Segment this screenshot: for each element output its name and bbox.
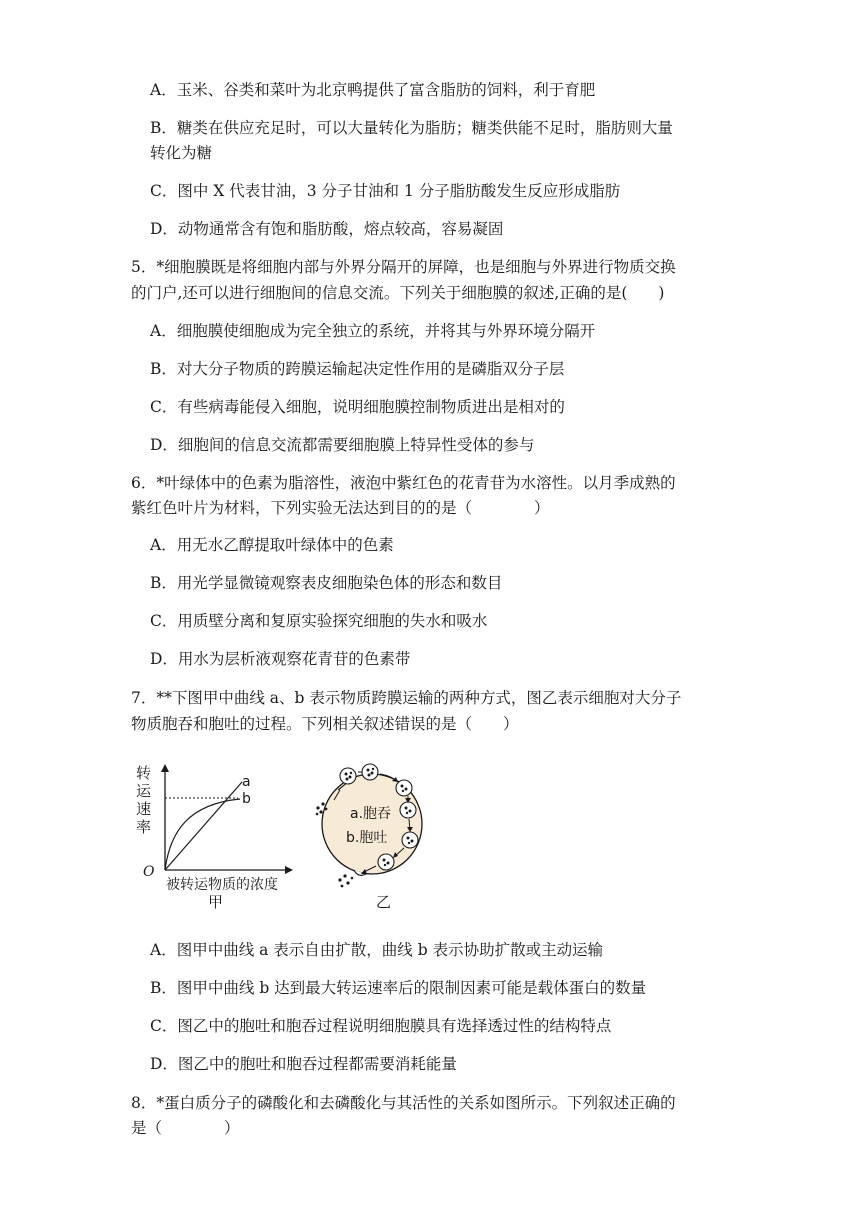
curve-b-label: b (242, 791, 251, 807)
vesicle (362, 764, 378, 780)
ylabel-char: 率 (136, 818, 152, 836)
q5-option-c: C．有些病毒能侵入细胞，说明细胞膜控制物质进出是相对的 (150, 398, 565, 416)
q7-option-d: D．图乙中的胞吐和胞吞过程都需要消耗能量 (150, 1055, 457, 1073)
q4-option-d: D．动物通常含有饱和脂肪酸，熔点较高，容易凝固 (150, 220, 504, 238)
vesicle (340, 768, 356, 784)
q6-stem-line2: 紫红色叶片为材料，下列实验无法达到目的的是（ ） (131, 499, 550, 517)
curve-b (165, 799, 240, 870)
q5-option-b: B．对大分子物质的跨膜运输起决定性作用的是磷脂双分子层 (150, 360, 565, 378)
q5-option-d: D．细胞间的信息交流都需要细胞膜上特异性受体的参与 (150, 436, 535, 454)
q5-option-a: A．细胞膜使细胞成为完全独立的系统，并将其与外界环境分隔开 (150, 322, 596, 340)
q6-option-d: D．用水为层析液观察花青苷的色素带 (150, 650, 411, 668)
vesicle (402, 832, 418, 848)
vesicle (378, 854, 394, 870)
q4-option-c: C．图中 X 代表甘油，3 分子甘油和 1 分子脂肪酸发生反应形成脂肪 (150, 182, 621, 200)
figure-yi-caption: 乙 (376, 893, 392, 911)
q7-stem-line1: 7．**下图甲中曲线 a、b 表示物质跨膜运输的两种方式，图乙表示细胞对大分子 (131, 689, 682, 707)
q6-stem-line1: 6．*叶绿体中的色素为脂溶性，液泡中紫红色的花青苷为水溶性。以月季成熟的 (131, 474, 676, 492)
q8-stem-line2: 是（ ） (131, 1119, 240, 1137)
q5-stem-line1: 5．*细胞膜既是将细胞内部与外界分隔开的屏障，也是细胞与外界进行物质交换 (131, 258, 676, 276)
vesicle (400, 802, 416, 818)
q7-option-a: A．图甲中曲线 a 表示自由扩散，曲线 b 表示协助扩散或主动运输 (150, 941, 604, 959)
label-exocytosis: b.胞吐 (346, 830, 388, 846)
q6-option-b: B．用光学显微镜观察表皮细胞染色体的形态和数目 (150, 574, 503, 592)
x-axis-arrow (285, 866, 293, 874)
curve-a-label: a (242, 774, 251, 790)
figure-jia-transport-rate (128, 762, 313, 912)
q4-option-b-line2: 转化为糖 (150, 144, 213, 162)
q7-option-b: B．图甲中曲线 b 达到最大转运速率后的限制因素可能是载体蛋白的数量 (150, 979, 647, 997)
figure-jia-caption: 甲 (208, 893, 224, 911)
label-endocytosis: a.胞吞 (350, 806, 392, 822)
q7-option-c: C．图乙中的胞吐和胞吞过程说明细胞膜具有选择透过性的结构特点 (150, 1017, 612, 1035)
y-axis-arrow (161, 764, 169, 772)
x-axis-label: 被转运物质的浓度 (166, 877, 278, 893)
vesicle (396, 780, 412, 796)
q8-stem-line1: 8．*蛋白质分子的磷酸化和去磷酸化与其活性的关系如图所示。下列叙述正确的 (131, 1094, 676, 1112)
curve-a (165, 782, 242, 870)
q4-option-a: A．玉米、谷类和菜叶为北京鸭提供了富含脂肪的饲料，利于育肥 (150, 81, 596, 99)
ylabel-char: 运 (136, 782, 152, 800)
origin-label: O (143, 864, 155, 880)
q6-option-c: C．用质壁分离和复原实验探究细胞的失水和吸水 (150, 612, 488, 630)
q6-option-a: A．用无水乙醇提取叶绿体中的色素 (150, 536, 394, 554)
q4-option-b-line1: B．糖类在供应充足时，可以大量转化为脂肪；糖类供能不足时，脂肪则大量 (150, 119, 673, 137)
figure-yi-endocytosis-exocytosis (310, 762, 440, 912)
q7-stem-line2: 物质胞吞和胞吐的过程。下列相关叙述错误的是（ ） (131, 715, 519, 733)
ylabel-char: 转 (136, 764, 152, 782)
q5-stem-line2: 的门户,还可以进行细胞间的信息交流。下列关于细胞膜的叙述,正确的是( ) (131, 284, 665, 302)
external-particles-released (338, 874, 353, 887)
ylabel-char: 速 (136, 800, 152, 818)
